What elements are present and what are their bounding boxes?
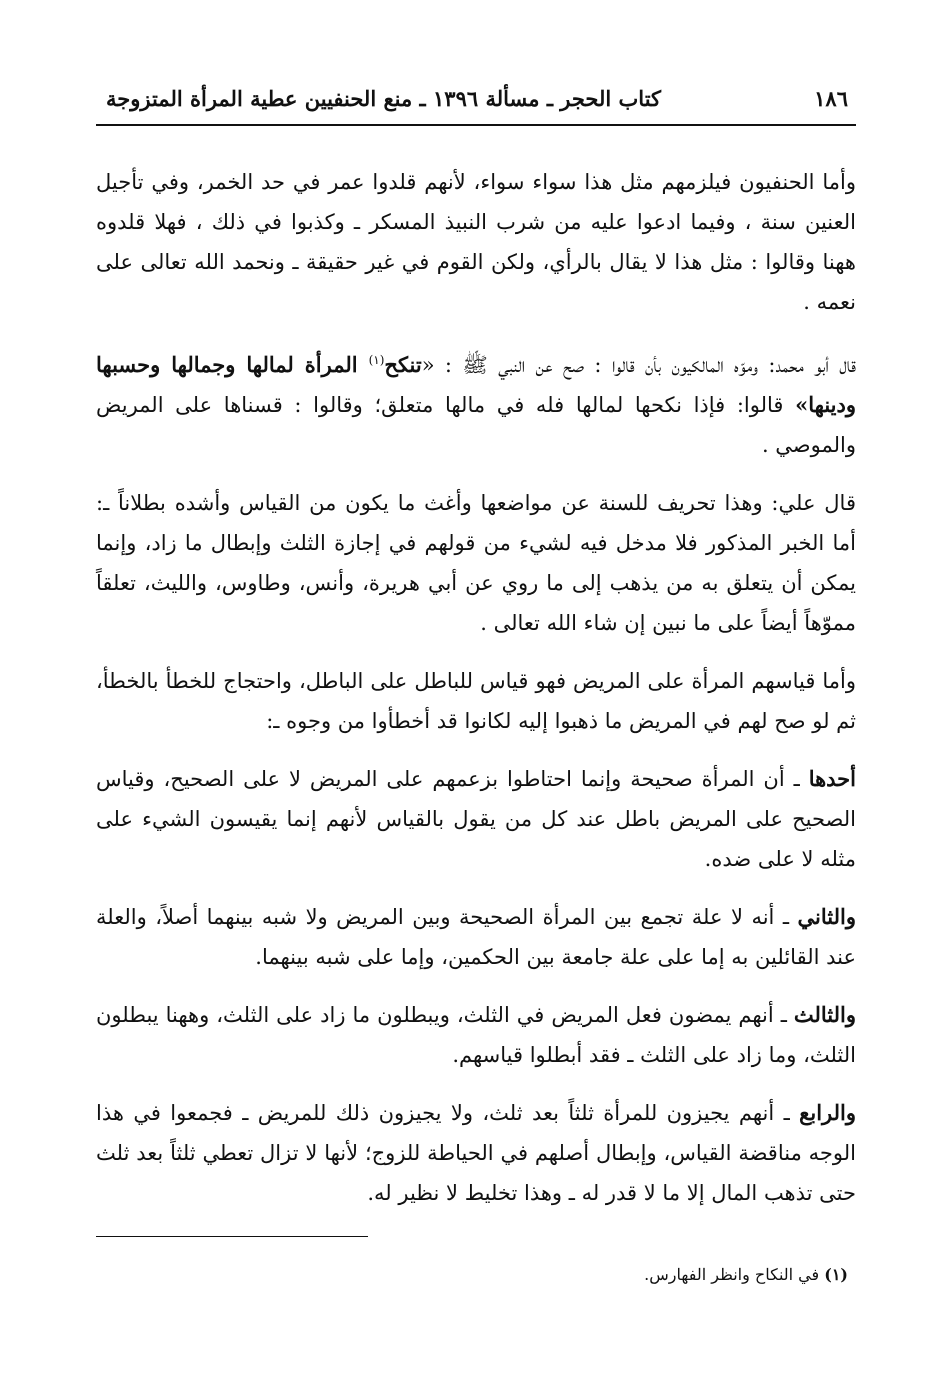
body-text: [96, 162, 856, 1213]
paragraph-text: قالوا: فإذا نكحها لمالها فله في مالها متعلق؛ وقالوا : قسناها على المريض والموصي .: [96, 393, 856, 457]
document-page: [96, 70, 856, 1284]
hadith-quote: المرأة لمالها وجمالها وحسبها ودينها»: [96, 352, 856, 417]
point-label: والثالث: [793, 1002, 856, 1027]
paragraph: [96, 759, 856, 879]
paragraph: [96, 1093, 856, 1213]
paragraph: وأما قياسهم المرأة على المريض فهو قياس للباطل على الباطل، واحتجاج للخطأ بالخطأ، ثم لو صح لهم في المريض ما ذهبوا إليه لكانوا قد أخطأوا من وجوه ـ:: [96, 669, 856, 733]
footnote: [644, 1265, 848, 1284]
paragraph-text: ـ أن المرأة صحيحة وإنما احتاطوا بزعمهم على المريض لا على الصحيح، وقياس الصحيح على المريض باطل عند كل من يقول بالقياس لأنهم إنما يقيسون الشيء على مثله لا على ضده.: [96, 767, 856, 871]
paragraph: [96, 897, 856, 977]
point-label: والرابع: [799, 1100, 856, 1125]
footnote-reference: (١): [368, 353, 385, 367]
running-title: كتاب الحجر ـ مسألة ١٣٩٦ ـ منع الحنفيين عطية المرأة المتزوجة: [106, 86, 662, 111]
paragraph-text: ـ أنهم يجيزون للمرأة ثلثاً بعد ثلث، ولا يجيزون ذلك للمريض ـ فجمعوا في هذا الوجه مناقضة القياس، وإبطال أصلهم في الحياطة للزوج؛ لأنها لا تزال تعطي ثلثاً بعد ثلث حتى تذهب المال إلا ما لا قدر له ـ وهذا تخليط لا نظير له.: [96, 1101, 856, 1205]
hadith-quote: تنكح: [384, 352, 422, 377]
footnote-mark: (١): [824, 1265, 848, 1284]
footnote-text: في النكاح وانظر الفهارس.: [644, 1265, 825, 1284]
point-label: والثاني: [797, 904, 856, 929]
page-number: ١٨٦: [814, 86, 848, 111]
paragraph-text: قال أبو محمد: وموّه المالكيون بأن قالوا : صح عن النبي ﷺ : «: [421, 353, 856, 377]
paragraph: [96, 340, 856, 465]
paragraph-text: ـ أنه لا علة تجمع بين المرأة الصحيحة وبين المريض ولا شبه بينهما أصلاً، والعلة عند القائلين به إما على علة جامعة بين الحكمين، وإما على شبه بينهما.: [96, 905, 856, 969]
paragraph: وأما الحنفيون فيلزمهم مثل هذا سواء سواء، لأنهم قلدوا عمر في حد الخمر، وفي تأجيل العنين سنة ، وفيما ادعوا عليه من شرب النبيذ المسكر ـ وكذبوا في ذلك ، فهلا قلدوه ههنا وقالوا : مثل هذا لا يقال بالرأي، ولكن القوم في غير حقيقة ـ ونحمد الله تعالى على نعمه .: [96, 170, 856, 314]
point-label: أحدها: [808, 766, 856, 791]
paragraph-text: ـ أنهم يمضون فعل المريض في الثلث، ويبطلون ما زاد على الثلث، وههنا يبطلون الثلث، وما زاد على الثلث ـ فقد أبطلوا قياسهم.: [96, 1003, 856, 1067]
page-header: [96, 70, 856, 126]
paragraph: [96, 995, 856, 1075]
footnote-divider: [96, 1236, 368, 1237]
paragraph: قال علي: وهذا تحريف للسنة عن مواضعها وأغث ما يكون من القياس وأشده بطلاناً ـ: أما الخبر المذكور فلا مدخل فيه لشيء من قولهم في إجازة الثلث وإبطال ما زاد، وإنما يمكن أن يتعلق به من يذهب إلى ما روي عن أبي هريرة، وأنس، وطاوس، والليث، تعلقاً مموّهاً أيضاً على ما نبين إن شاء الله تعالى .: [96, 491, 856, 635]
